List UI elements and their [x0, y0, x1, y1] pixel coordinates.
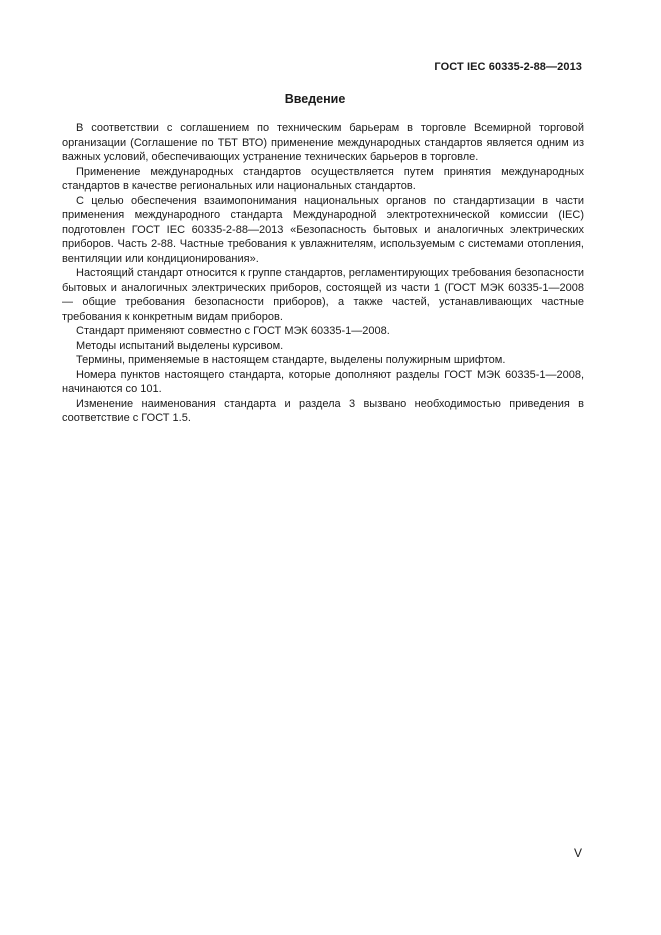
paragraph-clause-numbers: Номера пунктов настоящего стандарта, которые дополняют разделы ГОСТ МЭК 60335-1—2008, начинаются со 101.: [62, 368, 584, 395]
paragraph-title-change: Изменение наименования стандарта и раздела 3 вызвано необходимостью приведения в соответствие с ГОСТ 1.5.: [62, 397, 584, 424]
paragraph-terms: Термины, применяемые в настоящем стандарте, выделены полужирным шрифтом.: [76, 354, 506, 366]
paragraph-purpose: С целью обеспечения взаимопонимания национальных органов по стандартизации в части применения международного стандарта Международной электротехнической комиссии (IEC) подготовлен ГОСТ IEC 60335-2-88—2013 «Безопасность бытовых и аналогичных электрических приборов. Часть 2-88. Частные требования к увлажнителям, используемым с системами отопления, вентиляции или кондиционирования».: [62, 194, 584, 265]
paragraph-test-methods: Методы испытаний выделены курсивом.: [76, 339, 284, 352]
paragraph-standard-group: Настоящий стандарт относится к группе стандартов, регламентирующих требования безопасности бытовых и аналогичных электрических приборов, состоящей из части 1 (ГОСТ МЭК 60335-1—2008 — общие требования безопасности приборов), а также частей, устанавливающих частные требования к конкретным видам приборов.: [62, 267, 584, 323]
page-number: V: [574, 846, 583, 860]
paragraph-joint-use: Стандарт применяют совместно с ГОСТ МЭК 60335-1—2008.: [76, 325, 390, 337]
body-text: [62, 121, 584, 426]
paragraph-international-standards: Применение международных стандартов осуществляется путем принятия международных стандартов в качестве региональных или национальных стандартов.: [62, 165, 584, 192]
section-title: Введение: [284, 92, 346, 106]
paragraph-wto-agreement: В соответствии с соглашением по техническим барьерам в торговле Всемирной торговой организации (Соглашение по ТБТ ВТО) применение международных стандартов является одним из важных условий, обеспечивающих устранение технических барьеров в торговле.: [62, 122, 584, 163]
document-header-code: ГОСТ IEC 60335-2-88—2013: [434, 61, 582, 73]
